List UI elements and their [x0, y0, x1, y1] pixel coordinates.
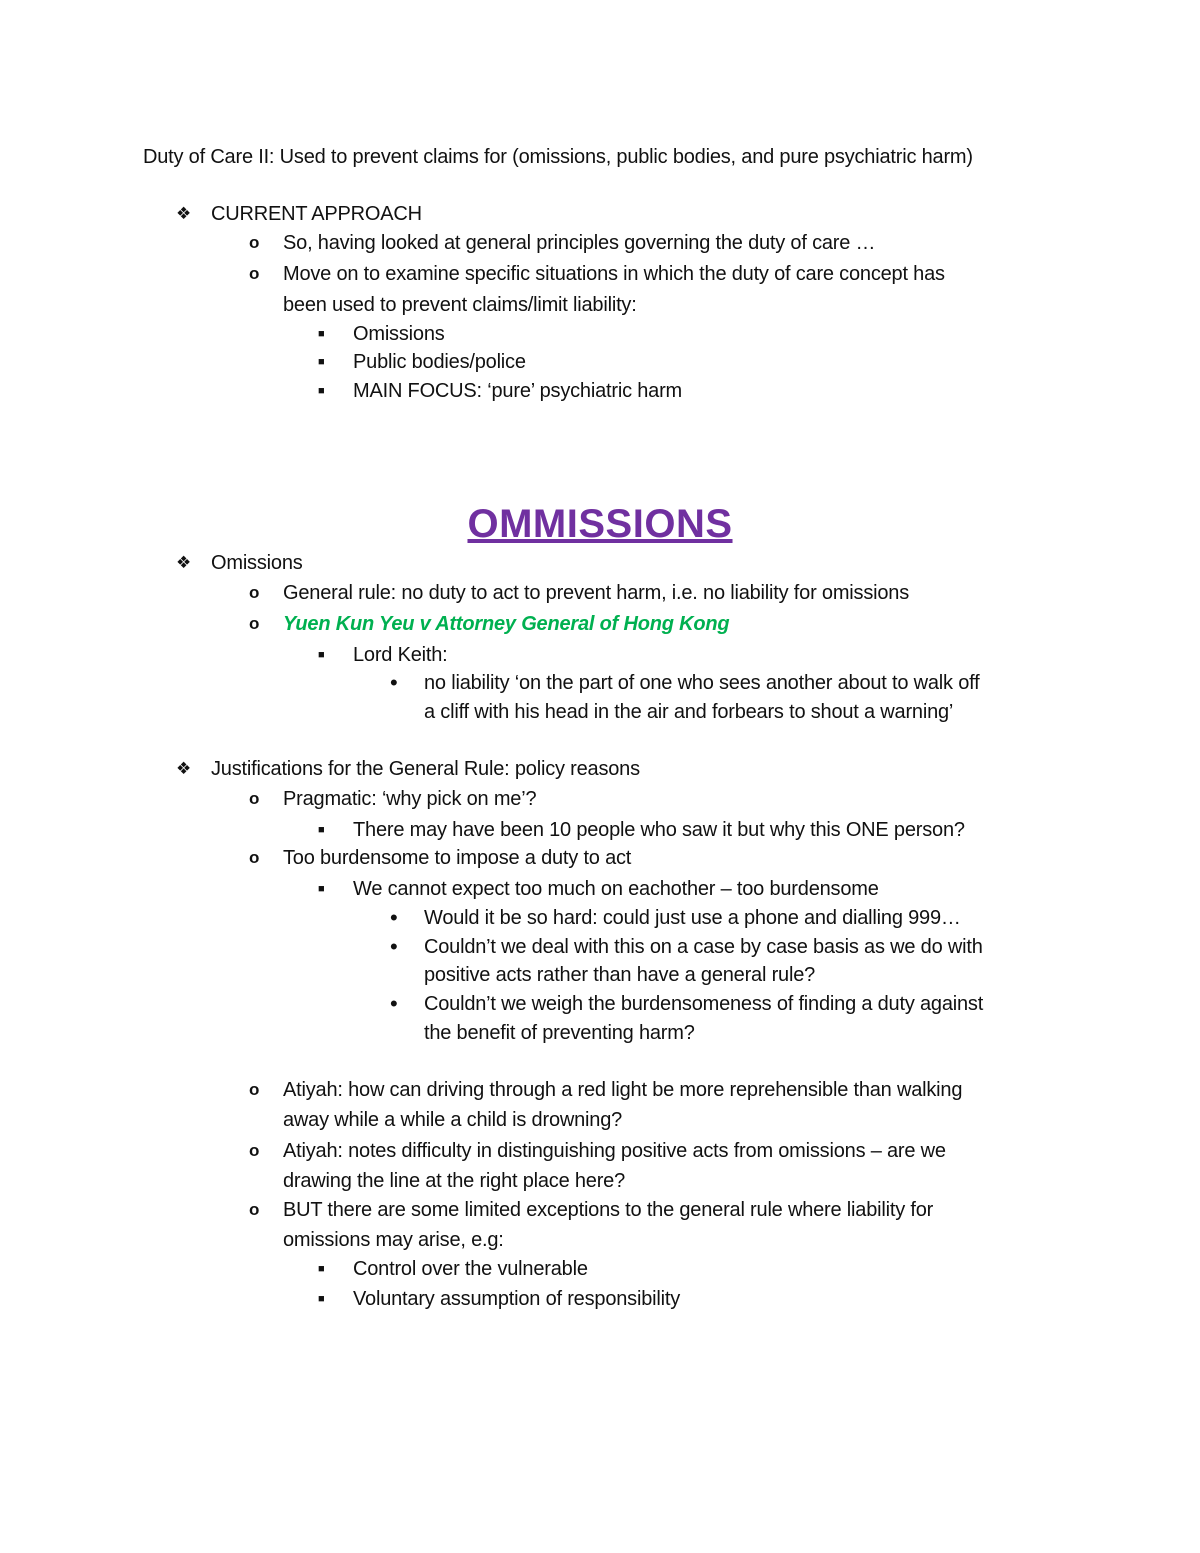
exception-item: Voluntary assumption of responsibility [353, 1288, 681, 1310]
dot-bullet-icon: • [390, 905, 398, 930]
general-rule: General rule: no duty to act to prevent harm, i.e. no liability for omissions [283, 582, 910, 604]
circle-bullet-icon: o [249, 1200, 260, 1219]
atiyah-2-line-2: drawing the line at the right place here? [283, 1170, 626, 1192]
circle-bullet-icon: o [249, 848, 260, 867]
approach-item: MAIN FOCUS: ‘pure’ psychiatric harm [353, 380, 682, 402]
but-line-2: omissions may arise, e.g: [283, 1229, 504, 1251]
atiyah-1-line-1: Atiyah: how can driving through a red light be more reprehensible than walking [283, 1079, 963, 1101]
approach-point-2-line-1: Move on to examine specific situations in which the duty of care concept has [283, 263, 945, 285]
omissions-label: Omissions [211, 552, 303, 574]
question-2-line-2: positive acts rather than have a general rule? [424, 964, 816, 986]
atiyah-2-line-1: Atiyah: notes difficulty in distinguishing positive acts from omissions – are we [283, 1140, 946, 1162]
question-3-line-1: Couldn’t we weigh the burdensomeness of finding a duty against [424, 993, 984, 1015]
square-bullet-icon: ■ [318, 1263, 325, 1275]
document-title: Duty of Care II: Used to prevent claims for (omissions, public bodies, and pure psychiatric harm) [143, 146, 973, 168]
burdensome-sub: We cannot expect too much on eachother – too burdensome [353, 878, 879, 900]
circle-bullet-icon: o [249, 789, 260, 808]
dot-bullet-icon: • [390, 670, 398, 695]
square-bullet-icon: ■ [318, 328, 325, 340]
section-heading: OMMISSIONS [467, 502, 733, 546]
circle-bullet-icon: o [249, 1080, 260, 1099]
square-bullet-icon: ■ [318, 824, 325, 836]
exception-item: Control over the vulnerable [353, 1258, 588, 1280]
approach-point-2-line-2: been used to prevent claims/limit liability: [283, 294, 637, 316]
burdensome-point: Too burdensome to impose a duty to act [283, 847, 632, 869]
square-bullet-icon: ■ [318, 1293, 325, 1305]
approach-item: Omissions [353, 323, 445, 345]
judge-name: Lord Keith: [353, 644, 448, 666]
pragmatic-point: Pragmatic: ‘why pick on me’? [283, 788, 537, 810]
quote-line-2: a cliff with his head in the air and forbears to shout a warning’ [424, 701, 954, 723]
question-2-line-1: Couldn’t we deal with this on a case by case basis as we do with [424, 936, 983, 958]
circle-bullet-icon: o [249, 583, 260, 602]
square-bullet-icon: ■ [318, 385, 325, 397]
diamond-bullet-icon: ❖ [176, 759, 192, 778]
square-bullet-icon: ■ [318, 649, 325, 661]
question-3-line-2: the benefit of preventing harm? [424, 1022, 695, 1044]
approach-item: Public bodies/police [353, 351, 526, 373]
diamond-bullet-icon: ❖ [176, 553, 192, 572]
dot-bullet-icon: • [390, 991, 398, 1016]
square-bullet-icon: ■ [318, 356, 325, 368]
circle-bullet-icon: o [249, 233, 260, 252]
circle-bullet-icon: o [249, 614, 260, 633]
approach-point-1: So, having looked at general principles governing the duty of care … [283, 232, 876, 254]
but-line-1: BUT there are some limited exceptions to the general rule where liability for [283, 1199, 934, 1221]
dot-bullet-icon: • [390, 934, 398, 959]
current-approach-label: CURRENT APPROACH [211, 203, 422, 225]
pragmatic-sub: There may have been 10 people who saw it but why this ONE person? [353, 819, 965, 841]
justifications-label: Justifications for the General Rule: policy reasons [211, 758, 640, 780]
circle-bullet-icon: o [249, 1141, 260, 1160]
quote-line-1: no liability ‘on the part of one who sees another about to walk off [424, 672, 980, 694]
circle-bullet-icon: o [249, 264, 260, 283]
diamond-bullet-icon: ❖ [176, 204, 192, 223]
square-bullet-icon: ■ [318, 883, 325, 895]
question-1: Would it be so hard: could just use a phone and dialling 999… [424, 907, 961, 929]
atiyah-1-line-2: away while a while a child is drowning? [283, 1109, 623, 1131]
case-name: Yuen Kun Yeu v Attorney General of Hong Kong [283, 613, 730, 635]
